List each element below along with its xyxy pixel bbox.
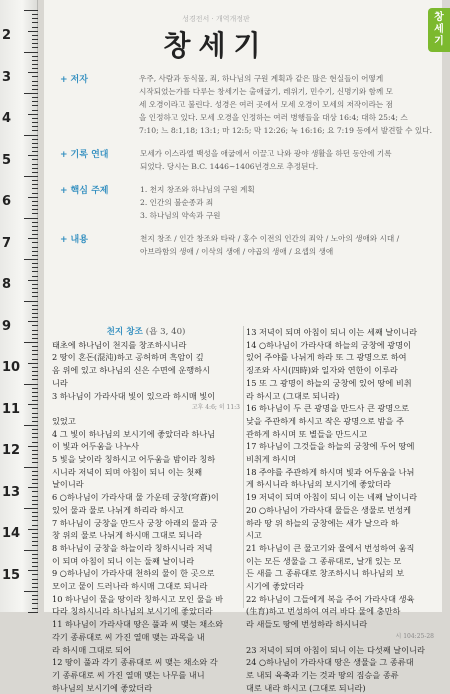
ruler-tick: [32, 147, 38, 148]
ruler-tick: [24, 342, 38, 343]
info-line: 모세가 이스라엘 백성을 애굽에서 이끌고 나와 광야 생활을 하던 동안에 기록: [140, 149, 392, 158]
verse-line: 니라: [52, 377, 68, 388]
ruler-tick: [32, 346, 38, 347]
ruler-tick: [32, 305, 38, 306]
ruler-tick: [32, 491, 38, 492]
info-row: [60, 183, 432, 222]
ruler-tick: [32, 392, 38, 393]
ruler-tick: [32, 247, 38, 248]
info-line: 우주, 사람과 동식물, 죄, 하나님의 구원 계획과 같은 많은 현실들이 어떻게: [139, 74, 384, 83]
info-line: 세 오경이라고 불린다. 성경은 여러 곳에서 모세 오경이 모세의 저작이라는 점: [139, 100, 393, 109]
ruler-tick: [32, 309, 38, 310]
verse-line: 18 주야를 주관하게 하시며 빛과 어두움을 나뉘: [246, 466, 415, 477]
ruler-tick: [32, 226, 38, 227]
section-heading-title: 천지 창조: [106, 327, 143, 337]
verse-line: 각기 종류대로 씨 가진 열매 맺는 과목을 내: [52, 631, 205, 642]
page-header-small: 성경전서 · 개역개정판: [182, 15, 250, 23]
ruler: [0, 0, 38, 612]
info-body: [140, 183, 432, 222]
verse-line: 15 또 그 광명이 하늘의 궁창에 있어 땅에 비취: [246, 377, 412, 388]
cross-reference-note: 고후 4:6; 히 11:3: [191, 404, 240, 412]
ruler-tick: [32, 164, 38, 165]
ruler-tick: [32, 101, 38, 102]
verse-line: 관하게 하시며 또 별들을 만드시고: [246, 428, 368, 439]
ruler-tick: [32, 417, 38, 418]
ruler-tick: [32, 554, 38, 555]
ruler-tick: [32, 475, 38, 476]
ruler-tick: [32, 504, 38, 505]
ruler-tick: [32, 350, 38, 351]
ruler-tick: [32, 562, 38, 563]
ruler-tick: [32, 85, 38, 86]
ruler-tick: [32, 413, 38, 414]
ruler-number: 10: [2, 360, 21, 375]
ruler-tick: [32, 587, 38, 588]
ruler-tick: [32, 230, 38, 231]
verse-line: 13 저녁이 되며 아침이 되니 이는 세째 날이니라: [246, 327, 418, 337]
info-label: [60, 183, 140, 222]
ruler-tick: [32, 574, 38, 575]
info-line: 7:10; 느 8:1,18; 13:1; 마 12:5; 막 12:26; 눅 16:16; 요 7:19 등에서 발견할 수 있다.: [139, 126, 432, 135]
ruler-tick: [32, 27, 38, 28]
ruler-tick: [32, 296, 38, 297]
ruler-tick: [32, 512, 38, 513]
ruler-tick: [32, 76, 38, 77]
ruler-tick: [28, 31, 38, 32]
ruler-tick: [32, 396, 38, 397]
verse-line: 든 새를 그 종류대로 창조하시니 하나님의 보: [246, 568, 404, 579]
ruler-tick: [32, 516, 38, 517]
verse-line: 있어 주야를 나뉘게 하라 또 그 광명으로 하여: [246, 352, 407, 363]
plus-icon: +: [60, 186, 68, 196]
ruler-tick: [32, 97, 38, 98]
ruler-tick: [32, 558, 38, 559]
ruler-tick: [32, 471, 38, 472]
ruler-tick: [32, 60, 38, 61]
ruler-tick: [28, 197, 38, 198]
verse-line: 날이니라: [52, 479, 84, 490]
plus-icon: +: [60, 150, 68, 160]
info-label-text: 내용: [70, 235, 88, 245]
ruler-tick: [32, 267, 38, 268]
ruler-tick: [32, 603, 38, 604]
text-column-left: [52, 326, 240, 694]
verse-line: 로 내되 육축과 기는 것과 땅의 짐승을 종류: [246, 669, 399, 680]
ruler-tick: [32, 180, 38, 181]
ruler-number: 14: [2, 526, 21, 541]
info-line: 되었다. 당시는 B.C. 1446~1406년경으로 추정된다.: [140, 162, 319, 171]
ruler-tick: [32, 242, 38, 243]
verse-line: 3 하나님이 가라사대 빛이 있으라 하시매 빛이: [52, 390, 216, 401]
ruler-tick: [32, 338, 38, 339]
ruler-tick: [24, 259, 38, 260]
ruler-tick: [32, 545, 38, 546]
ruler-tick: [32, 458, 38, 459]
ruler-tick: [32, 454, 38, 455]
text-column-right: [246, 326, 434, 694]
ruler-tick: [24, 218, 38, 219]
ruler-number: 11: [2, 401, 21, 417]
verse-line: 낮을 주관하게 하시고 작은 광명으로 밤을 주: [246, 415, 404, 426]
verse-line: 징조와 사시(四時)와 일자와 연한이 이루라: [246, 365, 398, 376]
ruler-tick: [32, 325, 38, 326]
verse-line: 시니라 저녁이 되며 아침이 되니 이는 첫째: [52, 466, 203, 477]
verse-line: 라 새들도 땅에 번성하라 하시니라: [246, 619, 368, 630]
verse-line: 23 저녁이 되며 아침이 되니 이는 다섯째 날이니라: [246, 644, 425, 655]
ruler-tick: [32, 313, 38, 314]
ruler-tick: [24, 384, 38, 385]
ruler-tick: [32, 172, 38, 173]
ruler-number: 13: [2, 484, 21, 500]
book-info: [60, 72, 432, 268]
ruler-tick: [32, 330, 38, 331]
ruler-tick: [28, 487, 38, 488]
ruler-tick: [32, 68, 38, 69]
info-line: 시작되었는가를 다루는 창세기는 출애굽기, 레위기, 민수기, 신명기와 함께 모: [139, 87, 393, 96]
verse-line: 라 하시고 (그대로 되니라): [246, 390, 340, 401]
ruler-tick: [24, 550, 38, 551]
ruler-tick: [24, 301, 38, 302]
ruler-tick: [32, 251, 38, 252]
ruler-tick: [32, 595, 38, 596]
ruler-tick: [32, 151, 38, 152]
ruler-tick: [28, 280, 38, 281]
ruler-tick: [32, 255, 38, 256]
ruler-tick: [32, 566, 38, 567]
info-body: [139, 72, 432, 137]
ruler-number: 12: [2, 443, 21, 458]
info-line: 아브라함의 생애 / 이삭의 생애 / 야곱의 생애 / 요셉의 생애: [140, 247, 334, 256]
verse-line: 5 빛을 낮이라 칭하시고 어두움을 밤이라 칭하: [52, 454, 216, 465]
verse-line: 8 하나님이 궁창을 하늘이라 칭하시니라 저녁: [52, 542, 213, 553]
ruler-tick: [32, 367, 38, 368]
ruler-tick: [24, 591, 38, 592]
ruler-tick: [28, 404, 38, 405]
ruler-number: 7: [2, 235, 12, 251]
ruler-tick: [32, 64, 38, 65]
verse-line: 19 저녁이 되며 아침이 되니 이는 네째 날이니라: [246, 492, 418, 503]
scripture-text: [52, 326, 436, 693]
ruler-tick: [24, 10, 38, 11]
verse-line: 10 하나님이 뭍을 땅이라 칭하시고 모인 물을 바: [52, 593, 224, 604]
ruler-number: 15: [2, 567, 21, 583]
info-row: [60, 232, 432, 258]
ruler-tick: [32, 89, 38, 90]
ruler-tick: [32, 18, 38, 19]
verse-line: 라 하시매 그대로 되어: [52, 644, 131, 655]
info-label: [60, 147, 140, 173]
verse-line: 24 ○하나님이 가라사대 땅은 생물을 그 종류대: [246, 657, 414, 668]
verse-line: 4 그 빛이 하나님의 보시기에 좋았더라 하나님: [52, 428, 216, 439]
ruler-tick: [28, 446, 38, 447]
verse-line: 시고: [246, 530, 262, 541]
ruler-tick: [32, 462, 38, 463]
ruler-tick: [32, 537, 38, 538]
ruler-tick: [32, 334, 38, 335]
info-label-text: 기록 연대: [70, 150, 109, 160]
verse-line: 11 하나님이 가라사대 땅은 풀과 씨 맺는 채소와: [52, 619, 224, 630]
ruler-tick: [32, 201, 38, 202]
ruler-tick: [32, 168, 38, 169]
ruler-tick: [24, 176, 38, 177]
info-line: 천지 창조 / 인간 창조와 타락 / 홍수 이전의 인간의 죄악 / 노아의 생애와 시대 /: [140, 234, 400, 243]
verse-line: 7 하나님이 궁창을 만드사 궁창 아래의 물과 궁: [52, 517, 218, 528]
cross-reference-note: 시 104:25-28: [395, 632, 434, 640]
ruler-tick: [32, 35, 38, 36]
ruler-number: 8: [2, 277, 12, 292]
ruler-tick: [32, 222, 38, 223]
ruler-tick: [32, 500, 38, 501]
ruler-tick: [32, 608, 38, 609]
verse-line: 하나님의 보시기에 좋았더라: [52, 682, 153, 693]
ruler-tick: [24, 93, 38, 94]
verse-line: (生育)하고 번성하여 여러 바다 물에 충만하: [246, 606, 401, 617]
info-body: [140, 232, 432, 258]
ruler-tick: [32, 205, 38, 206]
ruler-tick: [28, 363, 38, 364]
ruler-tick: [28, 238, 38, 239]
verse-line: 대로 내라 하시고 (그대로 되니라): [246, 682, 366, 693]
ruler-tick: [32, 213, 38, 214]
plus-icon: +: [60, 75, 68, 85]
info-row: [60, 147, 432, 173]
ruler-tick: [32, 433, 38, 434]
ruler-tick: [32, 354, 38, 355]
ruler-tick: [32, 209, 38, 210]
ruler-number: 3: [2, 69, 12, 85]
ruler-tick: [32, 541, 38, 542]
ruler-tick: [32, 105, 38, 106]
verse-line: 이 되며 아침이 되니 이는 둘째 날이니라: [52, 555, 195, 566]
ruler-tick: [32, 371, 38, 372]
ruler-tick: [32, 126, 38, 127]
ruler-tick: [32, 139, 38, 140]
ruler-tick: [32, 379, 38, 380]
verse-line: 음 위에 있고 하나님의 신은 수면에 운행하시: [52, 365, 210, 376]
info-body: [140, 147, 432, 173]
ruler-tick: [32, 184, 38, 185]
info-label-text: 저자: [70, 75, 88, 85]
verse-line: 17 하나님이 그것들을 하늘의 궁창에 두어 땅에: [246, 441, 415, 452]
ruler-tick: [32, 400, 38, 401]
ruler-tick: [32, 483, 38, 484]
ruler-tick: [32, 288, 38, 289]
info-label: [60, 72, 139, 137]
ruler-tick: [32, 193, 38, 194]
verse-line: 기 종류대로 씨 가진 열매 맺는 나무를 내니: [52, 669, 205, 680]
ruler-tick: [32, 496, 38, 497]
ruler-tick: [32, 271, 38, 272]
info-line: 1. 천지 창조와 하나님의 구원 계획: [140, 185, 255, 194]
ruler-tick: [32, 39, 38, 40]
ruler-tick: [32, 442, 38, 443]
ruler-tick: [32, 450, 38, 451]
ruler-tick: [32, 47, 38, 48]
ruler-tick: [28, 114, 38, 115]
ruler-number: 2: [2, 28, 12, 43]
ruler-tick: [28, 155, 38, 156]
info-line: 3. 하나님의 약속과 구원: [140, 211, 221, 220]
ruler-tick: [32, 263, 38, 264]
info-label: [60, 232, 140, 258]
verse-line: 21 하나님이 큰 물고기와 물에서 번성하여 움직: [246, 542, 415, 553]
ruler-tick: [32, 599, 38, 600]
verse-line: 태초에 하나님이 천지를 창조하시니라: [52, 339, 187, 350]
ruler-tick: [32, 359, 38, 360]
ruler-tick: [32, 188, 38, 189]
ruler-tick: [28, 529, 38, 530]
verse-line: 다라 칭하시니라 하나님의 보시기에 좋았더라: [52, 606, 213, 617]
ruler-tick: [32, 533, 38, 534]
ruler-tick: [28, 570, 38, 571]
column-divider: [243, 326, 244, 608]
plus-icon: +: [60, 235, 68, 245]
verse-line: 비취게 하시며: [246, 454, 297, 465]
ruler-tick: [32, 429, 38, 430]
ruler-tick: [32, 479, 38, 480]
verse-line: 창 위의 물로 나뉘게 하시매 그대로 되니라: [52, 530, 203, 541]
ruler-tick: [32, 583, 38, 584]
section-heading-ref: (욥 3, 40): [145, 327, 186, 337]
ruler-number: 4: [2, 111, 12, 126]
info-row: [60, 72, 432, 137]
verse-line: 이 빛과 어두움을 나누사: [52, 441, 139, 452]
ruler-tick: [32, 159, 38, 160]
ruler-tick: [32, 317, 38, 318]
ruler-tick: [32, 81, 38, 82]
ruler-tick: [28, 72, 38, 73]
bible-page: [44, 0, 444, 693]
ruler-tick: [32, 421, 38, 422]
verse-line: 14 ○하나님이 가라사대 하늘의 궁창에 광명이: [246, 339, 412, 350]
ruler-tick: [32, 43, 38, 44]
ruler-tick: [32, 234, 38, 235]
ruler-tick: [24, 508, 38, 509]
verse-line: 있었고: [52, 415, 76, 426]
book-tab[interactable]: 창세기: [428, 8, 450, 52]
verse-line: 시기에 좋았더라: [246, 581, 304, 592]
ruler-tick: [32, 292, 38, 293]
info-line: 을 인정하고 있다. 모세 오경을 인정하는 여러 병행들을 대상 16:4; 대하 25:4; 스: [139, 113, 408, 122]
verse-line: 있어 물과 물로 나뉘게 하리라 하시고: [52, 504, 184, 515]
verse-line: 게 하시니라 하나님의 보시기에 좋았더라: [246, 479, 391, 490]
ruler-tick: [24, 467, 38, 468]
verse-line: 하라 땅 위 하늘의 궁창에는 새가 날으라 하: [246, 517, 399, 528]
ruler-tick: [32, 143, 38, 144]
ruler-tick: [28, 612, 38, 613]
ruler-tick: [32, 276, 38, 277]
verse-line: 모이고 뭍이 드러나라 하시매 그대로 되니라: [52, 581, 208, 592]
ruler-tick: [32, 130, 38, 131]
ruler-tick: [32, 118, 38, 119]
info-line: 2. 인간의 불순종과 죄: [140, 198, 214, 207]
section-heading: [52, 326, 240, 339]
verse-line: 9 ○하나님이 가라사대 천하의 물이 한 곳으로: [52, 568, 215, 579]
ruler-number: 5: [2, 152, 12, 168]
ruler-number: 9: [2, 318, 12, 334]
verse-line: 6 ○하나님이 가라사대 물 가운데 궁창(穹蒼)이: [52, 492, 219, 503]
ruler-tick: [32, 375, 38, 376]
ruler-tick: [32, 56, 38, 57]
ruler-tick: [32, 284, 38, 285]
verse-line: 20 ○하나님이 가라사대 물들은 생물로 번성케: [246, 504, 412, 515]
ruler-tick: [32, 22, 38, 23]
ruler-tick: [24, 135, 38, 136]
ruler-tick: [32, 520, 38, 521]
ruler-tick: [32, 388, 38, 389]
verse-line: 이는 모든 생물을 그 종류대로, 날개 있는 모: [246, 555, 402, 566]
info-label-text: 핵심 주제: [70, 186, 109, 196]
ruler-tick: [32, 579, 38, 580]
ruler-tick: [32, 14, 38, 15]
ruler-tick: [32, 408, 38, 409]
ruler-number: 6: [2, 194, 12, 209]
ruler-tick: [32, 110, 38, 111]
verse-line: 12 땅이 풀과 각기 종류대로 씨 맺는 채소와 각: [52, 657, 218, 668]
ruler-tick: [24, 52, 38, 53]
ruler-tick: [32, 437, 38, 438]
verse-line: 16 하나님이 두 큰 광명을 만드사 큰 광명으로: [246, 403, 410, 414]
ruler-tick: [32, 525, 38, 526]
ruler-tick: [28, 321, 38, 322]
verse-line: 2 땅이 혼돈(混沌)하고 공허하며 흑암이 깊: [52, 352, 204, 363]
ruler-tick: [32, 122, 38, 123]
book-title: 창세기: [163, 29, 269, 62]
ruler-tick: [24, 425, 38, 426]
verse-line: 22 하나님이 그들에게 복을 주어 가라사대 생육: [246, 593, 415, 604]
